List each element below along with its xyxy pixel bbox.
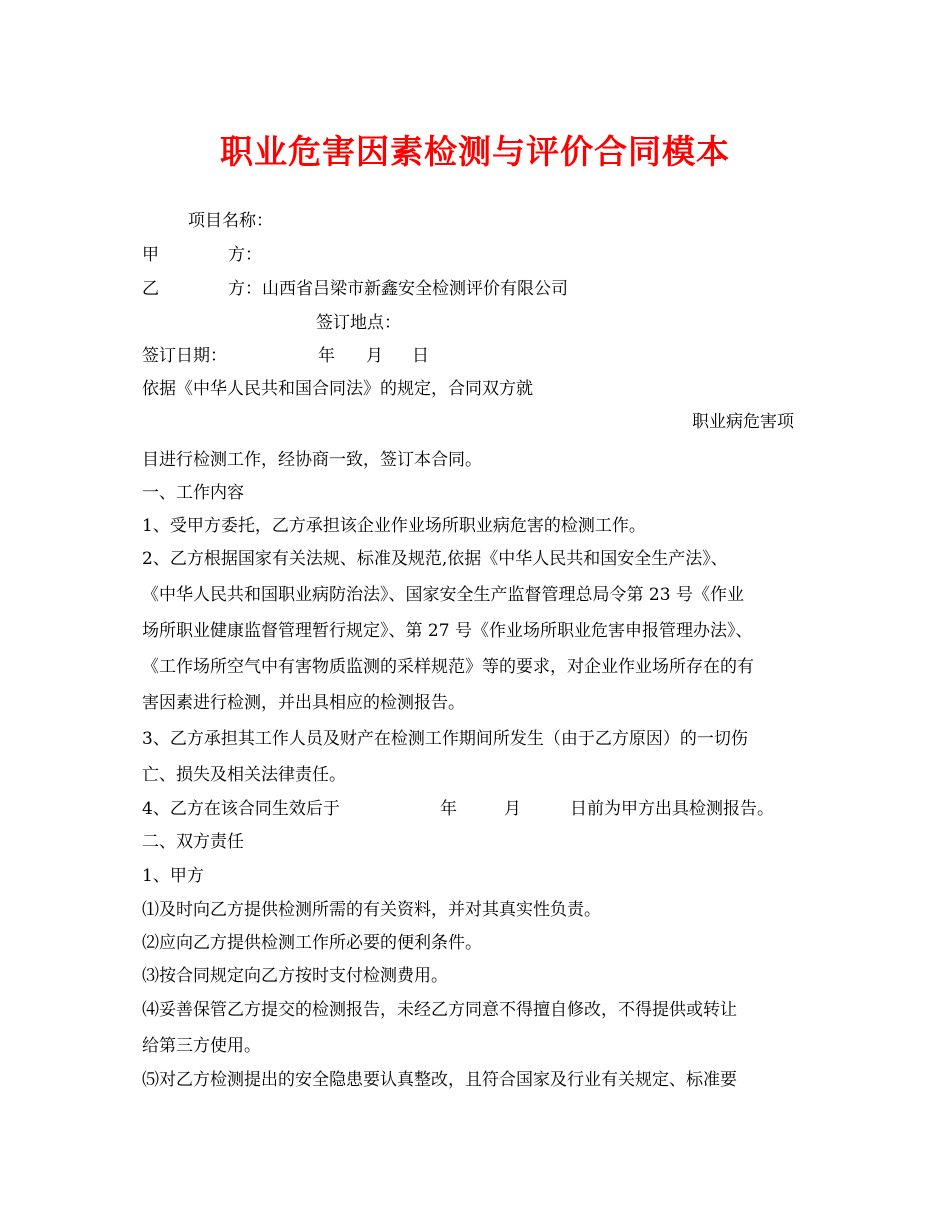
clause-1-3-line-1: 3、乙方承担其工作人员及财产在检测工作期间所发生（由于乙方原因）的一切伤 bbox=[142, 729, 748, 749]
clause-1-1: 1、受甲方委托，乙方承担该企业作业场所职业病危害的检测工作。 bbox=[142, 516, 646, 536]
sign-date-label: 签订日期： bbox=[142, 346, 227, 366]
clause-1-2-line-3: 场所职业健康监督管理暂行规定》、第 27 号《作业场所职业危害申报管理办法》、 bbox=[142, 621, 753, 641]
party-b-name: 方：山西省吕梁市新鑫安全检测评价有限公司 bbox=[228, 279, 568, 299]
sign-date-month: 月 bbox=[366, 346, 383, 366]
party-b-label-char: 乙 bbox=[142, 279, 159, 299]
party-a-duty-1: ⑴及时向乙方提供检测所需的有关资料，并对其真实性负责。 bbox=[142, 900, 601, 920]
party-a-duty-4-line-2: 给第三方使用。 bbox=[142, 1036, 261, 1056]
party-a-label: 方： bbox=[228, 245, 262, 265]
section-2-title: 二、双方责任 bbox=[142, 832, 244, 852]
clause-1-4-year: 年 bbox=[440, 799, 457, 819]
sign-place-label: 签订地点： bbox=[316, 313, 401, 333]
intro-line-3: 目进行检测工作，经协商一致，签订本合同。 bbox=[142, 450, 482, 470]
party-a-duty-3: ⑶按合同规定向乙方按时支付检测费用。 bbox=[142, 966, 448, 986]
party-a-duties-heading: 1、甲方 bbox=[142, 866, 204, 886]
party-a-duty-4-line-1: ⑷妥善保管乙方提交的检测报告，未经乙方同意不得擅自修改，不得提供或转让 bbox=[142, 1000, 737, 1020]
clause-1-4-month: 月 bbox=[504, 799, 521, 819]
clause-1-2-line-5: 害因素进行检测，并出具相应的检测报告。 bbox=[142, 693, 465, 713]
sign-date-day: 日 bbox=[412, 346, 429, 366]
clause-1-2-line-2: 《中华人民共和国职业病防治法》、国家安全生产监督管理总局令第 23 号《作业 bbox=[142, 585, 744, 605]
clause-1-4-text: 4、乙方在该合同生效后于 bbox=[142, 799, 340, 819]
clause-1-4-deadline: 日前为甲方出具检测报告。 bbox=[570, 799, 774, 819]
clause-1-2-line-1: 2、乙方根据国家有关法规、标准及规范,依据《中华人民共和国安全生产法》、 bbox=[142, 549, 728, 569]
section-1-title: 一、工作内容 bbox=[142, 483, 244, 503]
party-a-duty-2: ⑵应向乙方提供检测工作所必要的便利条件。 bbox=[142, 933, 482, 953]
sign-date-year: 年 bbox=[318, 346, 335, 366]
clause-1-2-line-4: 《工作场所空气中有害物质监测的采样规范》等的要求，对企业作业场所存在的有 bbox=[142, 657, 754, 677]
document-title: 职业危害因素检测与评价合同模本 bbox=[220, 132, 730, 171]
intro-line-2: 职业病危害项 bbox=[692, 412, 794, 432]
party-a-duty-5-line-1: ⑸对乙方检测提出的安全隐患要认真整改，且符合国家及行业有关规定、标准要 bbox=[142, 1070, 737, 1090]
project-name-label: 项目名称： bbox=[188, 211, 273, 231]
party-a-label-char: 甲 bbox=[142, 245, 159, 265]
clause-1-3-line-2: 亡、损失及相关法律责任。 bbox=[142, 765, 346, 785]
intro-line-1: 依据《中华人民共和国合同法》的规定，合同双方就 bbox=[142, 379, 533, 399]
